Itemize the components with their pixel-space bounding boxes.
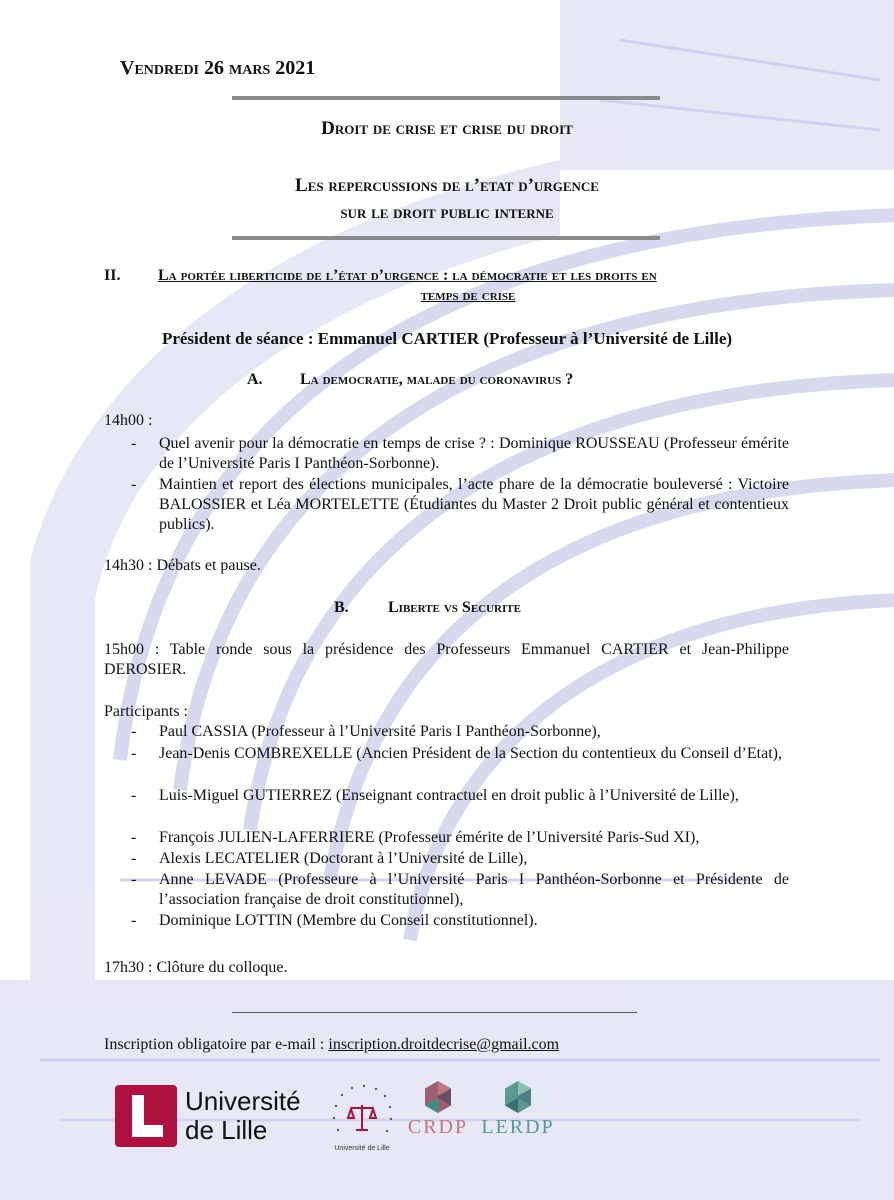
bullet-dash: - xyxy=(131,435,137,452)
time-14h00: 14h00 : xyxy=(104,412,153,429)
part-b-letter: B. xyxy=(334,599,349,616)
lille-logo-line1: Université xyxy=(185,1086,301,1116)
faculty-bottom-text: Université de Lille xyxy=(334,1145,390,1152)
participant-item: Alexis LECATELIER (Doctorant à l’Université de Lille), xyxy=(159,850,528,867)
bullet-dash: - xyxy=(131,829,137,846)
lille-logo-mark-icon xyxy=(115,1085,177,1147)
inscription-email-link[interactable]: inscription.droitdecrise@gmail.com xyxy=(328,1036,560,1053)
conference-subtitle-line1: Les repercussions de l’etat d’urgence xyxy=(295,175,599,196)
session-president: Président de séance : Emmanuel CARTIER (Professeur à l’Université de Lille) xyxy=(161,329,733,348)
header-rule-top xyxy=(232,96,660,100)
crdp-logo-text: CRDP xyxy=(407,1116,469,1138)
bullet-dash: - xyxy=(131,476,137,493)
universite-de-lille-logo xyxy=(115,1085,310,1147)
participant-item: Anne LEVADE (Professeure à l’Université Paris I Panthéon-Sorbonne et Présidente de l’association française de droit constitutionnel), xyxy=(159,871,789,908)
talk-item: Maintien et report des élections municipales, l’acte phare de la démocratie bouleversé : Victoire BALOSSIER et Léa MORTELETTE (Étudiantes du Master 2 Droit public général et contentieux publics). xyxy=(159,476,789,533)
participant-item: François JULIEN-LAFERRIERE (Professeur émérite de l’Université Paris-Sud XI), xyxy=(159,829,700,846)
bullet-dash: - xyxy=(131,745,137,762)
scales-of-justice-icon xyxy=(348,1105,376,1130)
participant-item: Paul CASSIA (Professeur à l’Université Paris I Panthéon-Sorbonne), xyxy=(159,723,601,740)
part-a-title: La democratie, malade du coronavirus ? xyxy=(300,371,574,388)
break-time: 14h30 : Débats et pause. xyxy=(104,557,261,574)
participant-item: Luis-Miguel GUTIERREZ (Enseignant contractuel en droit public à l’Université de Lille), xyxy=(159,787,739,804)
bullet-dash: - xyxy=(131,912,137,929)
closing-time: 17h30 : Clôture du colloque. xyxy=(104,959,288,976)
lerdp-logo xyxy=(478,1076,558,1156)
section-title-line2: temps de crise xyxy=(420,287,516,304)
participant-item: Dominique LOTTIN (Membre du Conseil constitutionnel). xyxy=(159,912,538,929)
lerdp-hexagon-icon xyxy=(503,1080,533,1114)
inscription-label: Inscription obligatoire par e-mail : xyxy=(104,1036,329,1053)
talk-item: Quel avenir pour la démocratie en temps de crise ? : Dominique ROUSSEAU (Professeur émérite de l’Université Paris I Panthéon-Sorbonne). xyxy=(159,435,789,472)
participants-label: Participants : xyxy=(104,703,188,720)
roundtable-text: 15h00 : Table ronde sous la présidence des Professeurs Emmanuel CARTIER et Jean-Philippe DEROSIER. xyxy=(104,641,789,678)
conference-title: Droit de crise et crise du droit xyxy=(321,118,573,139)
bullet-dash: - xyxy=(131,787,137,804)
part-b-title: Liberte vs Securite xyxy=(388,599,521,616)
lerdp-logo-text: LERDP xyxy=(481,1116,555,1138)
event-date: Vendredi 26 mars 2021 xyxy=(120,57,316,79)
participant-item: Jean-Denis COMBREXELLE (Ancien Président de la Section du contentieux du Conseil d’Etat), xyxy=(159,745,782,762)
crdp-hexagon-icon xyxy=(423,1080,453,1114)
bullet-dash: - xyxy=(131,871,137,888)
footer-divider xyxy=(232,1012,637,1013)
conference-subtitle-line2: sur le droit public interne xyxy=(340,202,554,223)
faculty-seal-logo xyxy=(324,1078,400,1158)
bullet-dash: - xyxy=(131,723,137,740)
section-numeral: II. xyxy=(104,267,121,284)
crdp-logo xyxy=(398,1076,478,1156)
section-title-line1: La portée liberticide de l’état d’urgence : la démocratie et les droits en xyxy=(158,267,657,284)
inscription-line xyxy=(104,1035,559,1055)
part-a-letter: A. xyxy=(247,371,263,388)
header-rule-bottom xyxy=(232,236,660,240)
lille-logo-line2: de Lille xyxy=(185,1115,268,1145)
bullet-dash: - xyxy=(131,850,137,867)
